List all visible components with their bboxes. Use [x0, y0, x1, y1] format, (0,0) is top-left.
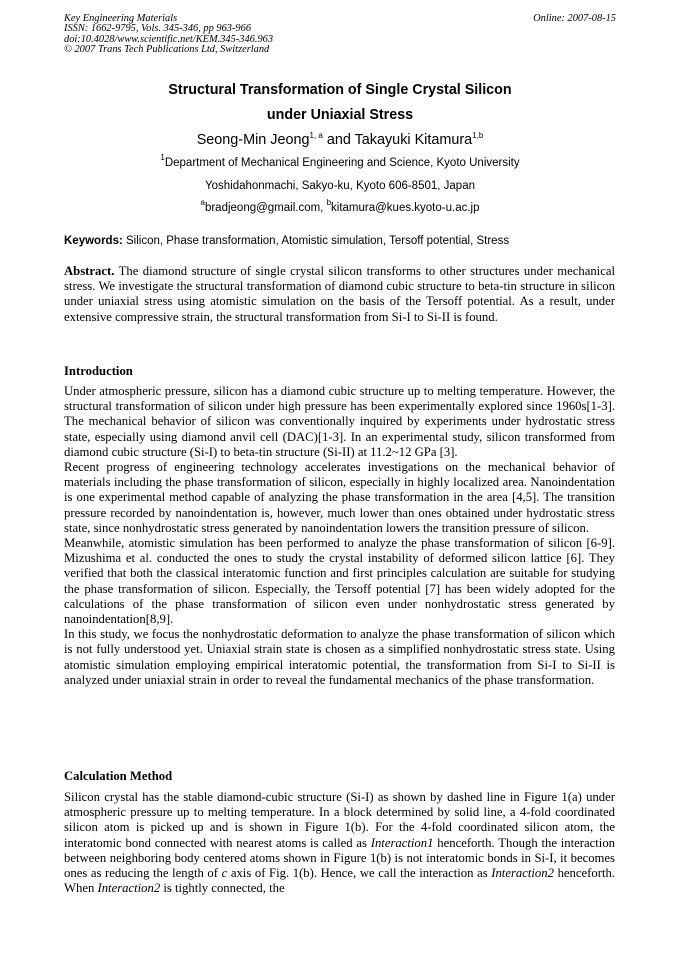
abstract-label: Abstract.	[64, 264, 115, 278]
doi-line: doi:10.4028/www.scientific.net/KEM.345-346.963	[64, 33, 274, 45]
paper-title-line2: under Uniaxial Stress	[266, 107, 414, 123]
author-1: Seong-Min Jeong	[196, 132, 310, 148]
affiliation-line2: Yoshidahonmachi, Sakyo-ku, Kyoto 606-8501, Japan	[204, 180, 475, 192]
journal-header	[64, 14, 616, 56]
copyright-line: © 2007 Trans Tech Publications Ltd, Switzerland	[64, 44, 270, 56]
author-1-sup: 1, a	[309, 131, 323, 140]
issn-line: ISSN: 1662-9795, Vols. 345-346, pp 963-966	[64, 23, 252, 35]
abstract	[64, 264, 615, 325]
author-2-sup: 1,b	[472, 131, 484, 140]
keywords	[64, 235, 616, 247]
calculation-heading: Calculation Method	[64, 769, 173, 783]
email-line: $^a$bradjeong@gmail.com, $^b$kitamura@kues.kyoto-u.ac.jp	[200, 198, 480, 214]
author-and: and	[322, 132, 355, 148]
affiliation-num: 1	[160, 153, 165, 162]
email-b: kitamura@kues.kyoto-u.ac.jp	[331, 202, 480, 214]
calc-paragraph-1: Silicon crystal has the stable diamond-cubic structure (Si-I) as shown by dashed line in Figure 1(a) under atmospheric pressure up to melting temperature. In a block determined by solid line, a 4-fold coordinated silicon atom is picked up and is shown in Figure 1(b). For the 4-fold coordinated silicon atom, the interatomic bond connected with nearest atoms is called as Interaction1 henceforth. Though the interaction between neighboring body centered atoms shown in Figure 1(b) is not interatomic bonds in Si-I, it becomes ones as reducing the length of c axis of Fig. 1(b). Hence, we call the interaction as Interaction2 henceforth. When Interaction2 is tightly connected, the	[64, 790, 616, 896]
affiliation-line1: $^1$Department of Mechanical Engineering and Science, Kyoto University	[160, 153, 520, 169]
intro-paragraph-1: Under atmospheric pressure, silicon has a diamond cubic structure up to melting temperature. However, the structural transformation of silicon under high pressure has been experimentally explored since 1960s[1-3]. The mechanical behavior of silicon was conventionally inquired by experiments under hydrostatic stress state, especially using diamond anvil cell (DAC)[1-3]. In an experimental study, silicon transformed from diamond cubic structure (Si-I) to beta-tin structure (Si-II) at 11.2~12 GPa [3].	[64, 384, 615, 459]
abstract-text: The diamond structure of single crystal silicon transforms to other structures under mechanical stress. We investigate the structural transformation of diamond cubic structure to beta-tin structure in silicon under uniaxial stress using atomistic simulation on the basis of the Tersoff potential. As a result, under extensive compressive strain, the structural transformation from Si-I to Si-II is found.	[64, 264, 615, 324]
author-2: Takayuki Kitamura	[354, 132, 473, 148]
keywords-text: Silicon, Phase transformation, Atomistic simulation, Tersoff potential, Stress	[122, 235, 510, 247]
introduction-body	[64, 384, 615, 688]
calculation-body	[64, 790, 615, 896]
intro-paragraph-2: Recent progress of engineering technology accelerates investigations on the mechanical behavior of materials including the phase transformation of silicon, especially in highly localized area. Nanoindentation is one experimental method capable of analyzing the phase transformation in the area [4,5]. The transition pressure recorded by nanoindentation is, however, much lower than ones obtained under hydrostatic stress state, since nonhydrostatic stress generated by nanoindentation lowers the transition pressure of silicon.	[64, 460, 615, 535]
introduction-heading: Introduction	[64, 364, 133, 378]
keywords-label: Keywords:	[64, 235, 123, 247]
paper-title-line1: Structural Transformation of Single Crystal Silicon	[168, 82, 512, 98]
intro-paragraph-4: In this study, we focus the nonhydrostatic deformation to analyze the phase transformation of silicon which is not fully understood yet. Uniaxial strain state is chosen as a simplified nonhydrostatic stress state. Using atomistic simulation employing empirical interatomic potential, the transformation from Si-I to Si-II is analyzed under uniaxial strain in order to reveal the fundamental mechanics of the phase transformation.	[64, 627, 615, 687]
journal-name: Key Engineering Materials	[64, 13, 178, 24]
author-line	[64, 132, 616, 148]
email-a: bradjeong@gmail.com,	[204, 202, 327, 214]
intro-paragraph-3: Meanwhile, atomistic simulation has been performed to analyze the phase transformation of silicon [6-9]. Mizushima et al. conducted the ones to study the crystal instability of deformed silicon lattice [6]. They verified that both the classical interatomic function and first principles calculation are suitable for studying the phase transformation of silicon. Especially, the Tersoff potential [7] has been widely adopted for the calculations of the phase transformation of silicon even under nonhydrostatic stress generated by nanoindentation[8,9].	[64, 536, 615, 627]
online-date: Online: 2007-08-15	[533, 13, 616, 24]
